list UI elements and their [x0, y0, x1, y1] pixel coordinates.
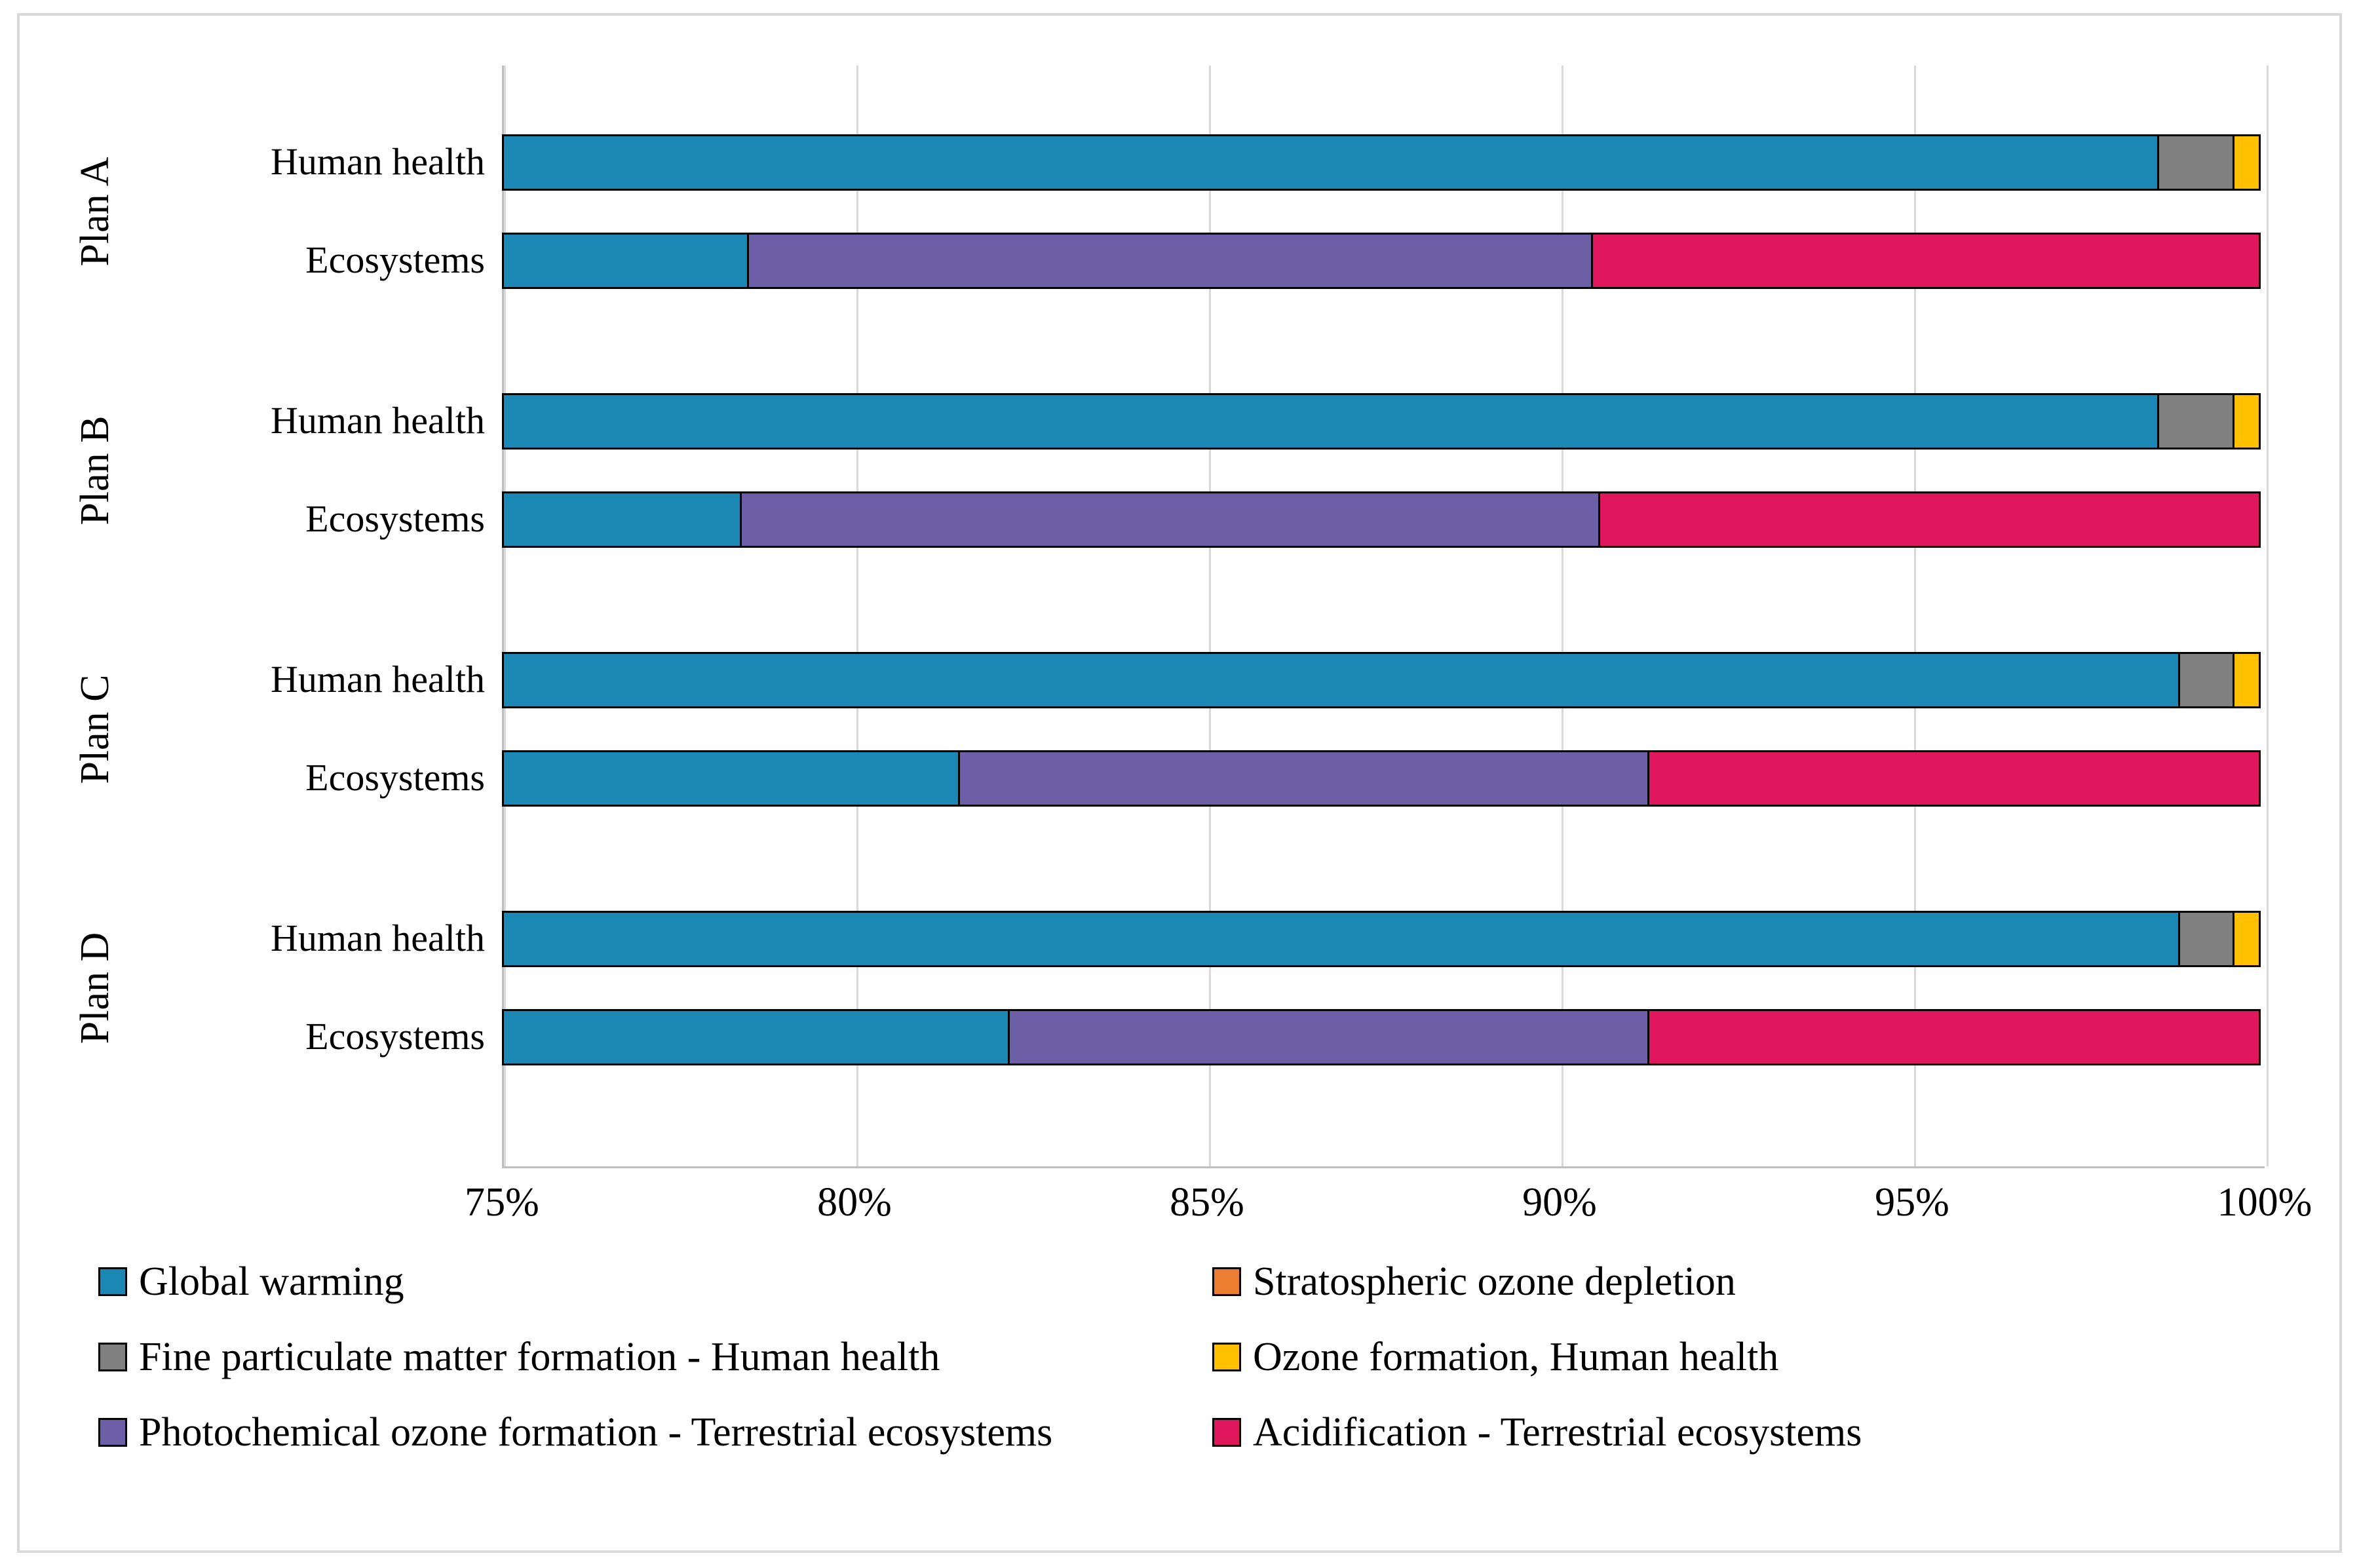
x-tick-label: 85% — [1170, 1180, 1244, 1225]
category-label: Ecosystems — [305, 497, 485, 540]
bar-segment — [502, 491, 742, 548]
x-tick-label: 75% — [465, 1180, 539, 1225]
category-label: Human health — [271, 399, 485, 442]
gridline — [1562, 66, 1563, 1166]
bar-segment — [2157, 393, 2234, 449]
x-axis-line — [502, 1166, 2265, 1168]
stacked-bar — [502, 393, 2265, 449]
bar-segment — [1647, 1009, 2261, 1065]
stacked-bar — [502, 652, 2265, 708]
gridline — [1914, 66, 1916, 1166]
category-label: Ecosystems — [305, 239, 485, 281]
bar-segment — [1647, 750, 2261, 807]
bar-segment — [502, 1009, 1010, 1065]
bar-segment — [2233, 911, 2261, 967]
legend-label: Photochemical ozone formation - Terrestrial ecosystems — [139, 1410, 1053, 1455]
legend-swatch-icon — [1212, 1343, 1241, 1371]
legend-item[interactable] — [98, 1261, 404, 1302]
bar-segment — [740, 491, 1600, 548]
bar-segment — [502, 652, 2180, 708]
legend-item[interactable] — [1212, 1412, 1862, 1453]
stacked-bar — [502, 134, 2265, 191]
x-axis-tick-labels — [465, 1179, 2312, 1238]
group-axis-labels — [72, 66, 144, 1166]
legend-item[interactable] — [98, 1412, 1052, 1453]
legend-item[interactable] — [98, 1337, 940, 1377]
gridline — [1209, 66, 1211, 1166]
bar-segment — [2178, 652, 2234, 708]
x-tick-label: 90% — [1522, 1180, 1597, 1225]
gridline — [856, 66, 858, 1166]
category-label: Ecosystems — [305, 756, 485, 799]
gridline — [2267, 66, 2269, 1166]
x-tick-label: 80% — [817, 1180, 892, 1225]
legend-swatch-icon — [98, 1267, 127, 1296]
stacked-bar — [502, 233, 2265, 289]
bar-segment — [2233, 652, 2261, 708]
bar-segment — [958, 750, 1649, 807]
bar-segment — [1008, 1009, 1649, 1065]
bar-segment — [502, 134, 2159, 191]
bar-segment — [2157, 134, 2234, 191]
legend-swatch-icon — [98, 1343, 127, 1371]
category-label: Ecosystems — [305, 1015, 485, 1058]
group-label: Plan D — [73, 932, 117, 1044]
bar-segment — [502, 750, 960, 807]
bar-segment — [2233, 134, 2261, 191]
legend-label: Global warming — [139, 1259, 404, 1304]
group-label: Plan C — [73, 674, 117, 784]
stacked-bar — [502, 1009, 2265, 1065]
x-tick-label: 95% — [1875, 1180, 1949, 1225]
plot-grid — [502, 66, 2265, 1166]
category-label: Human health — [271, 140, 485, 183]
bar-segment — [1591, 233, 2261, 289]
category-axis-labels — [151, 66, 498, 1166]
legend-swatch-icon — [98, 1418, 127, 1447]
category-label: Human health — [271, 917, 485, 959]
legend-label: Fine particulate matter formation - Human health — [139, 1335, 940, 1379]
stacked-bar — [502, 491, 2265, 548]
bar-segment — [502, 393, 2159, 449]
bar-segment — [2233, 393, 2261, 449]
legend-label: Ozone formation, Human health — [1253, 1335, 1779, 1379]
stacked-bar — [502, 750, 2265, 807]
group-label: Plan B — [73, 415, 117, 526]
gridline — [504, 66, 506, 1166]
bar-segment — [502, 911, 2180, 967]
legend-item[interactable] — [1212, 1261, 1736, 1302]
bar-segment — [502, 233, 749, 289]
stacked-bar — [502, 911, 2265, 967]
legend-item[interactable] — [1212, 1337, 1778, 1377]
bar-segment — [1598, 491, 2261, 548]
group-label: Plan A — [73, 157, 117, 267]
bar-segment — [2178, 911, 2234, 967]
chart-legend — [98, 1261, 2248, 1510]
legend-swatch-icon — [1212, 1267, 1241, 1296]
bar-segment — [747, 233, 1593, 289]
legend-label: Acidification - Terrestrial ecosystems — [1253, 1410, 1862, 1455]
x-tick-label: 100% — [2217, 1180, 2312, 1225]
legend-label: Stratospheric ozone depletion — [1253, 1259, 1736, 1304]
legend-swatch-icon — [1212, 1418, 1241, 1447]
category-label: Human health — [271, 658, 485, 700]
